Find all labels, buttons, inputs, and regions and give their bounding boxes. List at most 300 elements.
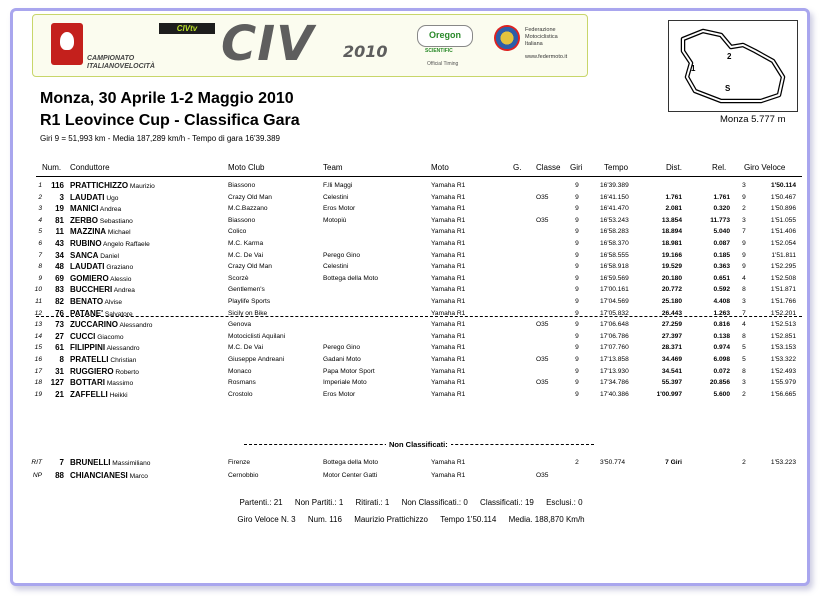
row-moto: Yamaha R1 <box>431 309 466 317</box>
table-row <box>0 226 822 237</box>
summary-non-classificati: Non Classificati.: 0 <box>401 498 468 507</box>
fastest-lap-label: Giro Veloce N. 3 <box>237 515 296 524</box>
row-fast-lap-num: 8 <box>742 286 746 294</box>
row-position: 2 <box>38 193 42 201</box>
row-time: 16'58.918 <box>600 263 629 271</box>
row-fast-lap: 1'52.851 <box>770 332 796 340</box>
row-time: 16'41.150 <box>600 193 629 201</box>
track-caption: Monza 5.777 m <box>720 114 786 125</box>
map-label-s: S <box>725 84 731 93</box>
row-class: O35 <box>536 379 549 387</box>
row-laps: 9 <box>575 344 579 352</box>
row-position: 7 <box>38 251 42 259</box>
header-banner <box>32 14 588 77</box>
row-club: Biassono <box>228 216 256 224</box>
row-firstname: Marco <box>129 473 148 480</box>
row-rel: 0.320 <box>713 205 730 213</box>
row-fast-lap-num: 2 <box>742 205 746 213</box>
row-driver <box>70 180 155 192</box>
page-subtitle: R1 Leovince Cup - Classifica Gara <box>40 112 300 129</box>
row-fast-lap: 1'52.295 <box>770 263 796 271</box>
table-row <box>0 215 822 226</box>
track-map <box>668 20 798 112</box>
summary-esclusi: Esclusi.: 0 <box>546 498 583 507</box>
row-position: 3 <box>38 205 42 213</box>
fastest-lap-num: Num. 116 <box>307 515 342 524</box>
row-fast-lap-num: 3 <box>742 182 746 189</box>
row-surname: ZUCCARINO <box>70 320 118 330</box>
row-moto: Yamaha R1 <box>431 298 466 305</box>
row-moto: Yamaha R1 <box>431 472 466 479</box>
row-gap: 1.761 <box>665 193 682 201</box>
row-gap: 7 Giri <box>665 459 682 466</box>
row-surname: RUBINO <box>70 239 102 248</box>
row-fast-lap-num: 4 <box>742 321 746 329</box>
row-surname: PRATTICHIZZO <box>70 181 129 190</box>
row-gap: 20.772 <box>661 286 682 294</box>
col-g: G. <box>513 163 522 172</box>
row-club: Giuseppe Andreani <box>228 356 285 363</box>
col-moto: Moto <box>431 163 449 172</box>
row-time: 17'13.858 <box>600 356 629 363</box>
row-club: Crostolo <box>228 390 253 398</box>
row-position: 15 <box>34 344 42 352</box>
summary-non-partiti: Non Partiti.: 1 <box>294 498 344 507</box>
row-club: M.C. Karma <box>228 240 264 247</box>
row-number: 3 <box>59 192 64 202</box>
row-number: 82 <box>55 297 64 306</box>
row-firstname: Sebastiano <box>99 217 133 225</box>
row-class: O35 <box>536 321 549 329</box>
row-fast-lap-num: 9 <box>742 263 746 271</box>
row-gap: 27.397 <box>661 332 682 340</box>
row-time: 17'34.786 <box>600 379 629 387</box>
row-moto: Yamaha R1 <box>431 379 466 387</box>
row-driver <box>70 342 140 354</box>
row-team: Eros Motor <box>323 205 356 213</box>
row-laps: 9 <box>575 274 579 282</box>
row-fast-lap-num: 9 <box>742 251 746 259</box>
page-title: Monza, 30 Aprile 1-2 Maggio 2010 <box>40 90 294 107</box>
row-number: 21 <box>55 389 64 399</box>
row-team: Imperiale Moto <box>323 379 367 387</box>
map-label-2: 2 <box>727 52 732 61</box>
table-row <box>0 331 822 342</box>
row-rel: 0.087 <box>713 240 730 247</box>
row-fast-lap-num: 2 <box>742 390 746 398</box>
top10-divider <box>36 316 802 317</box>
row-rel: 1.263 <box>713 309 730 317</box>
row-driver <box>70 319 152 331</box>
row-surname: ZERBO <box>70 215 98 225</box>
row-firstname: Michael <box>107 229 131 237</box>
row-fast-lap: 1'53.223 <box>770 459 796 466</box>
row-driver <box>70 192 118 204</box>
row-driver <box>70 261 133 273</box>
table-row <box>0 354 822 365</box>
row-rel: 5.040 <box>713 228 730 236</box>
row-laps: 2 <box>575 459 579 466</box>
row-firstname: Massimo <box>106 380 134 388</box>
row-fast-lap: 1'52.513 <box>770 321 796 329</box>
non-classified-row <box>0 470 822 481</box>
row-number: 61 <box>55 343 64 353</box>
row-moto: Yamaha R1 <box>431 367 466 375</box>
col-num: Num. <box>42 163 62 172</box>
row-fast-lap: 1'52.508 <box>770 274 796 282</box>
row-surname: BOTTARI <box>70 378 105 388</box>
oregon-name: Oregon <box>428 30 461 40</box>
row-driver <box>70 366 139 378</box>
row-club: Playlife Sports <box>228 298 271 305</box>
col-giri: Giri <box>570 163 583 172</box>
row-moto: Yamaha R1 <box>431 286 466 294</box>
row-team: Perego Gino <box>323 251 361 259</box>
row-laps: 9 <box>575 321 579 329</box>
row-time: 16'41.470 <box>600 205 629 213</box>
row-rel: 0.651 <box>713 274 730 282</box>
row-fast-lap: 1'53.322 <box>770 356 796 363</box>
row-moto: Yamaha R1 <box>431 332 466 340</box>
row-fast-lap-num: 8 <box>742 332 746 340</box>
row-moto: Yamaha R1 <box>431 205 466 213</box>
table-row <box>0 250 822 261</box>
oregon-sub: SCIENTIFIC <box>425 48 453 54</box>
row-club: Gentlemen's <box>228 286 265 294</box>
row-fast-lap: 1'50.896 <box>770 205 796 213</box>
row-position: 13 <box>34 321 42 329</box>
row-club: Biassono <box>228 182 256 189</box>
row-surname: GOMIERO <box>70 273 109 283</box>
fmi-line3: Italiana <box>525 41 543 47</box>
row-laps: 9 <box>575 309 579 317</box>
row-laps: 9 <box>575 228 579 236</box>
row-firstname: Giacomo <box>97 333 124 341</box>
row-number: 116 <box>51 181 64 190</box>
row-moto: Yamaha R1 <box>431 390 466 398</box>
row-position: 9 <box>38 274 42 282</box>
row-gap: 18.894 <box>661 228 682 236</box>
row-moto: Yamaha R1 <box>431 274 466 282</box>
row-time: 17'40.386 <box>600 390 629 398</box>
col-driver: Conduttore <box>70 163 110 172</box>
row-laps: 9 <box>575 286 579 294</box>
row-team: Perego Gino <box>323 344 361 352</box>
row-position: 1 <box>38 182 42 189</box>
row-rel: 0.816 <box>713 321 730 329</box>
row-firstname: Maurizio <box>129 183 155 190</box>
row-surname: PRATELLI <box>70 355 109 364</box>
row-rel: 1.761 <box>713 193 730 201</box>
row-fast-lap-num: 9 <box>742 193 746 201</box>
col-team: Team <box>323 163 343 172</box>
row-driver <box>70 238 150 250</box>
table-row <box>0 319 822 330</box>
row-team: Motor Center Gatti <box>323 472 378 479</box>
campionato-label <box>87 55 155 71</box>
row-number: 127 <box>50 378 64 388</box>
row-fast-lap: 1'56.665 <box>770 390 796 398</box>
row-time: 16'58.370 <box>600 240 629 247</box>
row-number: 19 <box>55 204 64 214</box>
row-driver <box>70 457 150 469</box>
row-gap: 2.081 <box>665 205 682 213</box>
fastest-lap-line <box>0 515 822 524</box>
table-row <box>0 238 822 249</box>
row-moto: Yamaha R1 <box>431 459 466 466</box>
row-surname: SANCA <box>70 250 99 260</box>
row-gap: 28.371 <box>661 344 682 352</box>
row-moto: Yamaha R1 <box>431 182 466 189</box>
table-row <box>0 377 822 388</box>
row-laps: 9 <box>575 367 579 375</box>
row-position: 17 <box>34 367 42 375</box>
row-laps: 9 <box>575 356 579 363</box>
row-time: 17'04.569 <box>600 298 629 305</box>
row-position: 14 <box>34 332 42 340</box>
row-surname: LAUDATI <box>70 192 105 202</box>
row-number: 7 <box>59 458 64 467</box>
row-moto: Yamaha R1 <box>431 240 466 247</box>
row-fast-lap: 1'50.114 <box>770 182 796 189</box>
row-gap: 1'00.997 <box>656 390 682 398</box>
row-number: 27 <box>55 331 64 341</box>
row-gap: 55.397 <box>661 379 682 387</box>
row-team: Celestini <box>323 193 349 201</box>
row-driver <box>70 308 133 320</box>
row-position: 5 <box>38 228 42 236</box>
row-fast-lap: 1'51.766 <box>770 298 796 305</box>
row-gap: 20.180 <box>661 274 682 282</box>
row-time: 16'58.555 <box>600 251 629 259</box>
row-rel: 11.773 <box>710 216 730 224</box>
row-driver <box>70 354 136 366</box>
row-fast-lap-num: 7 <box>742 309 746 317</box>
row-driver <box>70 331 124 343</box>
row-position: 11 <box>35 298 42 305</box>
row-team: F.lli Maggi <box>323 182 353 189</box>
row-firstname: Angelo Raffaele <box>103 241 150 248</box>
row-time: 17'06.648 <box>600 321 629 329</box>
row-number: 31 <box>55 366 64 376</box>
table-row <box>0 180 822 191</box>
row-surname: BENATO <box>70 297 104 306</box>
row-rel: 0.185 <box>713 251 730 259</box>
row-laps: 9 <box>575 332 579 340</box>
table-row <box>0 284 822 295</box>
row-firstname: Ugo <box>106 194 119 202</box>
row-driver <box>70 250 119 262</box>
row-club: Rosmans <box>228 379 256 387</box>
row-firstname: Alessandro <box>106 345 140 353</box>
row-club: Scorzè <box>228 274 249 282</box>
track-map-icon <box>669 21 799 113</box>
row-fast-lap: 1'51.871 <box>770 286 796 294</box>
row-position: 19 <box>34 390 42 398</box>
row-fast-lap-num: 3 <box>742 298 746 305</box>
row-moto: Yamaha R1 <box>431 263 466 271</box>
row-firstname: Christian <box>110 357 137 364</box>
row-fast-lap: 1'52.201 <box>770 309 796 317</box>
row-moto: Yamaha R1 <box>431 251 466 259</box>
row-team: Motopiù <box>323 216 347 224</box>
table-row <box>0 261 822 272</box>
row-class: O35 <box>536 193 549 201</box>
row-number: 76 <box>55 308 64 318</box>
row-laps: 9 <box>575 251 579 259</box>
row-gap: 13.854 <box>661 216 682 224</box>
row-rel: 4.408 <box>713 298 730 305</box>
row-club: Firenze <box>228 459 250 466</box>
row-surname: LAUDATI <box>70 262 105 272</box>
row-club: Sicily on Bike <box>228 309 268 317</box>
fastest-lap-driver: Maurizio Prattichizzo <box>354 515 428 524</box>
row-gap: 34.469 <box>661 356 682 363</box>
row-firstname: Graziano <box>106 264 134 272</box>
row-fast-lap: 1'52.493 <box>770 367 796 375</box>
row-laps: 9 <box>575 182 579 189</box>
summary-partenti: Partenti.: 21 <box>239 498 283 507</box>
row-club: Monaco <box>228 367 252 375</box>
row-driver <box>70 203 121 215</box>
row-gap: 26.443 <box>661 309 682 317</box>
row-moto: Yamaha R1 <box>431 321 466 329</box>
col-giro-veloce: Giro Veloce <box>744 163 786 172</box>
row-class: O35 <box>536 356 549 363</box>
campionato-line2: ITALIANOVELOCITÀ <box>87 63 155 70</box>
row-fast-lap-num: 3 <box>742 216 746 224</box>
summary-classificati: Classificati.: 19 <box>480 498 534 507</box>
row-time: 16'39.389 <box>600 182 629 189</box>
row-position: 16 <box>34 356 42 363</box>
row-surname: PATANE' <box>70 308 104 318</box>
civ-logo: CIV <box>221 16 315 72</box>
row-driver <box>70 226 131 238</box>
row-laps: 9 <box>575 205 579 213</box>
row-rel: 0.072 <box>713 367 730 375</box>
row-fast-lap: 1'50.467 <box>770 193 796 201</box>
row-team: Gadani Moto <box>323 356 361 363</box>
row-surname: CUCCI <box>70 331 96 341</box>
row-club: Crazy Old Man <box>228 193 272 201</box>
row-team: Celestini <box>323 263 349 271</box>
race-info: Giri 9 = 51,993 km - Media 187,289 km/h - Tempo di gara 16'39.389 <box>40 134 280 143</box>
campionato-logo-icon <box>51 23 83 65</box>
row-time: 17'05.832 <box>600 309 629 317</box>
row-number: 8 <box>59 355 64 364</box>
row-firstname: Alvise <box>104 299 123 306</box>
fmi-url: www.federmoto.it <box>525 54 568 60</box>
row-rel: 0.974 <box>713 344 730 352</box>
row-surname: FILIPPINI <box>70 343 106 353</box>
row-position: NP <box>32 472 42 479</box>
col-dist: Dist. <box>666 163 682 172</box>
row-laps: 9 <box>575 379 579 387</box>
row-number: 88 <box>55 471 64 480</box>
row-rel: 0.592 <box>713 286 730 294</box>
row-fast-lap-num: 5 <box>742 344 746 352</box>
row-number: 43 <box>55 239 64 248</box>
row-gap: 34.541 <box>661 367 682 375</box>
official-timing: Official Timing <box>427 61 459 67</box>
fastest-lap-media: Media. 188,870 Km/h <box>508 515 585 524</box>
row-time: 16'59.569 <box>600 274 629 282</box>
row-laps: 9 <box>575 263 579 271</box>
row-surname: BRUNELLI <box>70 458 111 467</box>
fmi-text <box>525 27 567 61</box>
row-fast-lap: 1'51.406 <box>770 228 796 236</box>
row-firstname: Heikki <box>109 391 128 399</box>
row-firstname: Andrea <box>99 206 122 214</box>
row-fast-lap: 1'55.979 <box>770 379 796 387</box>
campionato-line1: CAMPIONATO <box>87 55 135 62</box>
row-rel: 6.098 <box>713 356 730 363</box>
row-rel: 20.856 <box>709 379 730 387</box>
row-team: Papa Motor Sport <box>323 367 375 375</box>
civtv-logo: CIVtv <box>159 23 215 34</box>
row-time: 16'53.243 <box>600 216 629 224</box>
row-gap: 25.180 <box>661 298 682 305</box>
row-position: 6 <box>38 240 42 247</box>
row-driver <box>70 377 133 389</box>
map-label-1: 1 <box>691 64 696 73</box>
row-class: O35 <box>536 472 549 479</box>
non-classified-label: Non Classificati: <box>386 440 451 449</box>
row-time: 17'07.760 <box>600 344 629 352</box>
row-gap: 18.981 <box>661 240 682 247</box>
row-gap: 19.529 <box>661 263 682 271</box>
row-firstname: Salvatore <box>104 310 133 318</box>
row-fast-lap-num: 4 <box>742 274 746 282</box>
row-fast-lap-num: 7 <box>742 228 746 236</box>
col-tempo: Tempo <box>604 163 629 172</box>
header-divider <box>36 176 802 177</box>
row-number: 69 <box>55 273 64 283</box>
row-club: Motociclisti Aquilani <box>228 332 286 340</box>
row-surname: ZAFFELLI <box>70 389 108 399</box>
row-time: 17'06.786 <box>600 332 629 340</box>
row-time: 16'58.283 <box>600 228 629 236</box>
row-fast-lap-num: 3 <box>742 379 746 387</box>
row-gap: 19.166 <box>661 251 682 259</box>
non-classified-row <box>0 457 822 468</box>
row-firstname: Alessio <box>110 275 132 283</box>
table-row <box>0 389 822 400</box>
row-driver <box>70 470 148 482</box>
row-number: 11 <box>55 227 64 237</box>
row-moto: Yamaha R1 <box>431 193 466 201</box>
col-classe: Classe <box>536 163 561 172</box>
row-fast-lap: 1'52.054 <box>770 240 796 247</box>
row-driver <box>70 296 122 308</box>
row-number: 73 <box>55 320 64 330</box>
row-time: 3'50.774 <box>600 459 626 466</box>
row-position: 18 <box>34 379 42 387</box>
table-row <box>0 203 822 214</box>
row-surname: MAZZINA <box>70 227 106 237</box>
row-surname: CHIANCIANESI <box>70 471 128 480</box>
row-team: Eros Motor <box>323 390 356 398</box>
row-fast-lap-num: 5 <box>742 356 746 363</box>
row-fast-lap: 1'53.153 <box>770 344 796 352</box>
row-moto: Yamaha R1 <box>431 228 466 236</box>
row-club: M.C. De Vai <box>228 344 264 352</box>
row-fast-lap: 1'51.055 <box>770 216 796 224</box>
row-rel: 0.138 <box>713 332 730 340</box>
row-driver <box>70 389 128 401</box>
row-laps: 9 <box>575 216 579 224</box>
row-number: 48 <box>55 262 64 272</box>
